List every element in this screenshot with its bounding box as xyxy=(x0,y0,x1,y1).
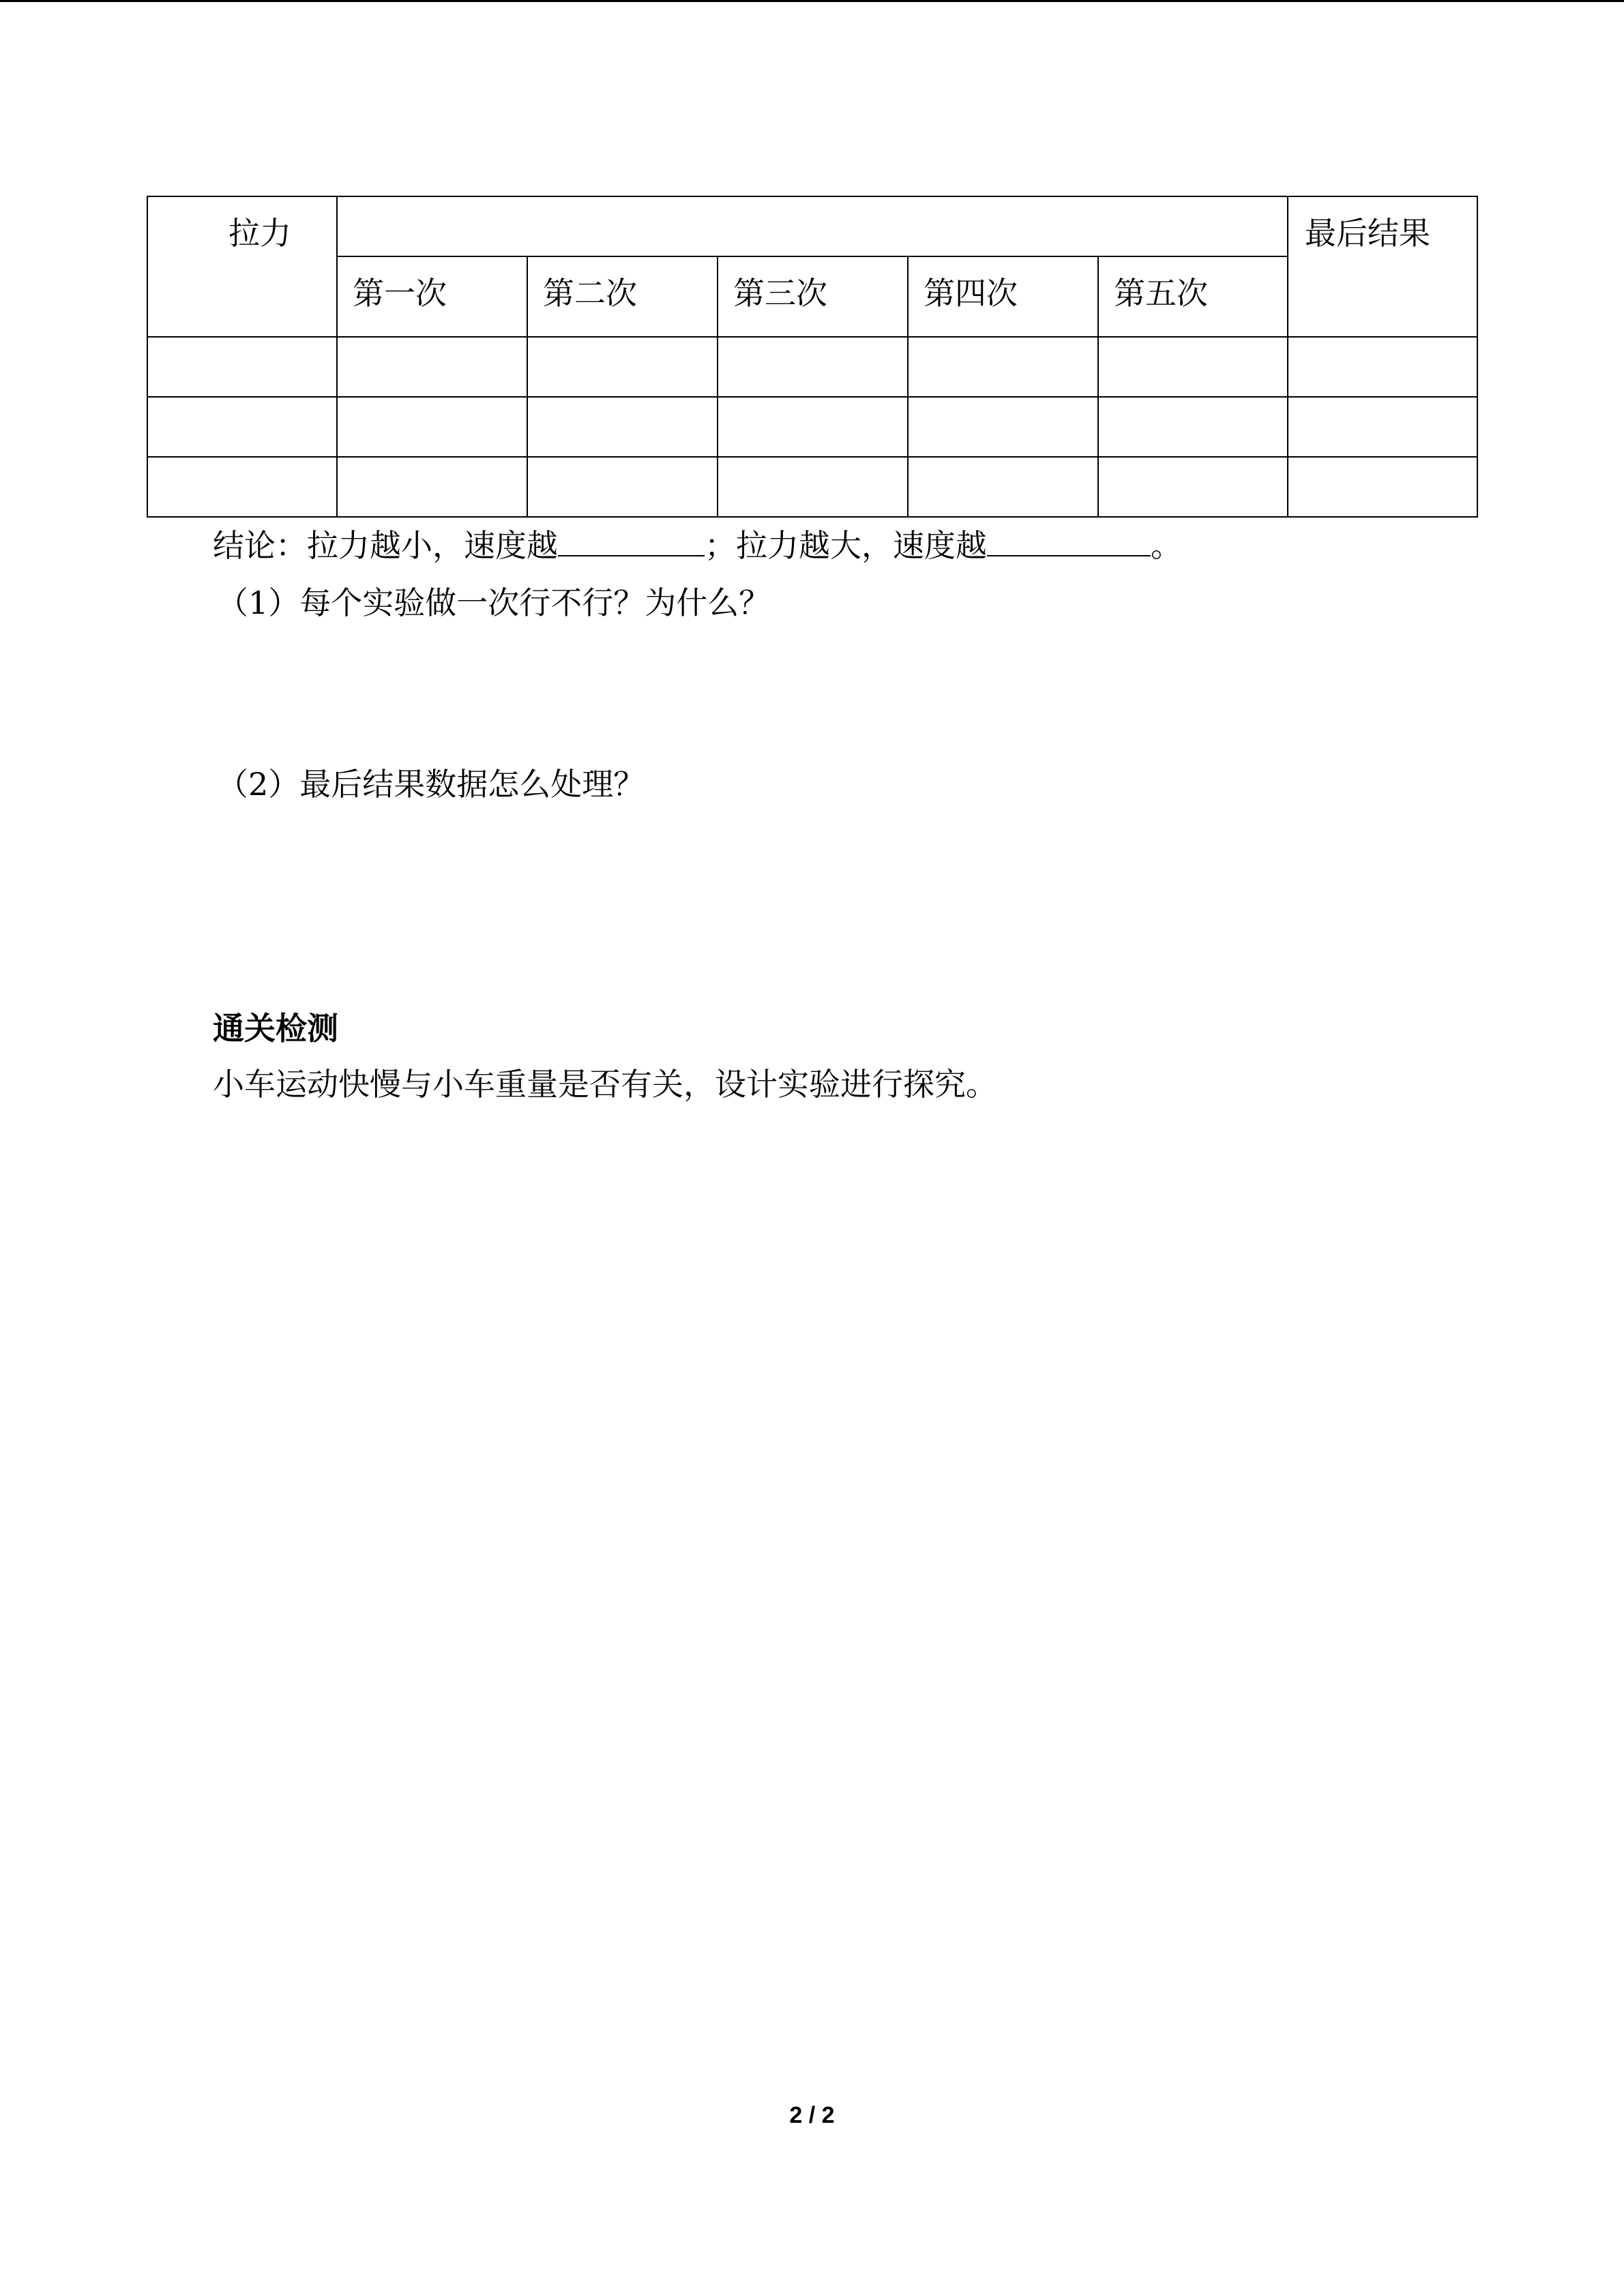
table-cell[interactable] xyxy=(1098,397,1288,457)
header-pull xyxy=(147,196,337,337)
header-final-label: 最后结果 xyxy=(1305,215,1431,252)
table-cell[interactable] xyxy=(337,457,527,517)
table-cell[interactable] xyxy=(337,337,527,397)
question-2: （2）最后结果数据怎么处理？ xyxy=(217,766,645,803)
table-cell[interactable] xyxy=(718,337,908,397)
table-cell[interactable] xyxy=(1288,397,1477,457)
conclusion-line xyxy=(213,524,1182,565)
table-cell[interactable] xyxy=(1288,337,1477,397)
header-trial-5 xyxy=(1098,256,1288,337)
table-cell[interactable] xyxy=(908,397,1098,457)
conclusion-prefix: 结论：拉力越小，速度越 xyxy=(213,527,558,564)
table-cell[interactable] xyxy=(1098,337,1288,397)
table-cell[interactable] xyxy=(147,397,337,457)
table-subheader-row xyxy=(147,256,1477,337)
top-border-line xyxy=(0,0,1624,2)
table-row xyxy=(147,457,1477,517)
trial-2-label: 第二次 xyxy=(543,275,637,312)
table-cell[interactable] xyxy=(908,337,1098,397)
experiment-table xyxy=(147,196,1478,518)
table-cell[interactable] xyxy=(1288,457,1477,517)
header-trials-group xyxy=(337,196,1288,256)
trial-3-label: 第三次 xyxy=(733,275,827,312)
trial-5-label: 第五次 xyxy=(1114,275,1208,312)
section-title: 通关检测 xyxy=(213,1010,338,1047)
header-trial-4 xyxy=(908,256,1098,337)
header-pull-label: 拉力 xyxy=(228,215,291,252)
header-trial-3 xyxy=(718,256,908,337)
page-number: 2 / 2 xyxy=(789,2102,835,2128)
conclusion-middle: ；拉力越大，速度越 xyxy=(705,527,987,564)
header-final-result xyxy=(1288,196,1477,337)
trial-4-label: 第四次 xyxy=(924,275,1018,312)
table-cell[interactable] xyxy=(718,397,908,457)
table-row xyxy=(147,337,1477,397)
table-cell[interactable] xyxy=(527,457,718,517)
table-cell[interactable] xyxy=(527,337,718,397)
section-body: 小车运动快慢与小车重量是否有关，设计实验进行探究。 xyxy=(213,1066,997,1103)
table-row xyxy=(147,397,1477,457)
question-1: （1）每个实验做一次行不行？为什么？ xyxy=(217,584,771,621)
table-cell[interactable] xyxy=(337,397,527,457)
header-trial-1 xyxy=(337,256,527,337)
header-trial-2 xyxy=(527,256,718,337)
table-cell[interactable] xyxy=(527,397,718,457)
trial-1-label: 第一次 xyxy=(353,275,447,312)
table-header-row xyxy=(147,196,1477,256)
conclusion-blank-2[interactable] xyxy=(987,524,1151,556)
conclusion-blank-1[interactable] xyxy=(558,524,705,556)
table-cell[interactable] xyxy=(1098,457,1288,517)
table-cell[interactable] xyxy=(147,457,337,517)
table-cell[interactable] xyxy=(718,457,908,517)
table-cell[interactable] xyxy=(147,337,337,397)
table-cell[interactable] xyxy=(908,457,1098,517)
conclusion-suffix: 。 xyxy=(1151,527,1182,564)
